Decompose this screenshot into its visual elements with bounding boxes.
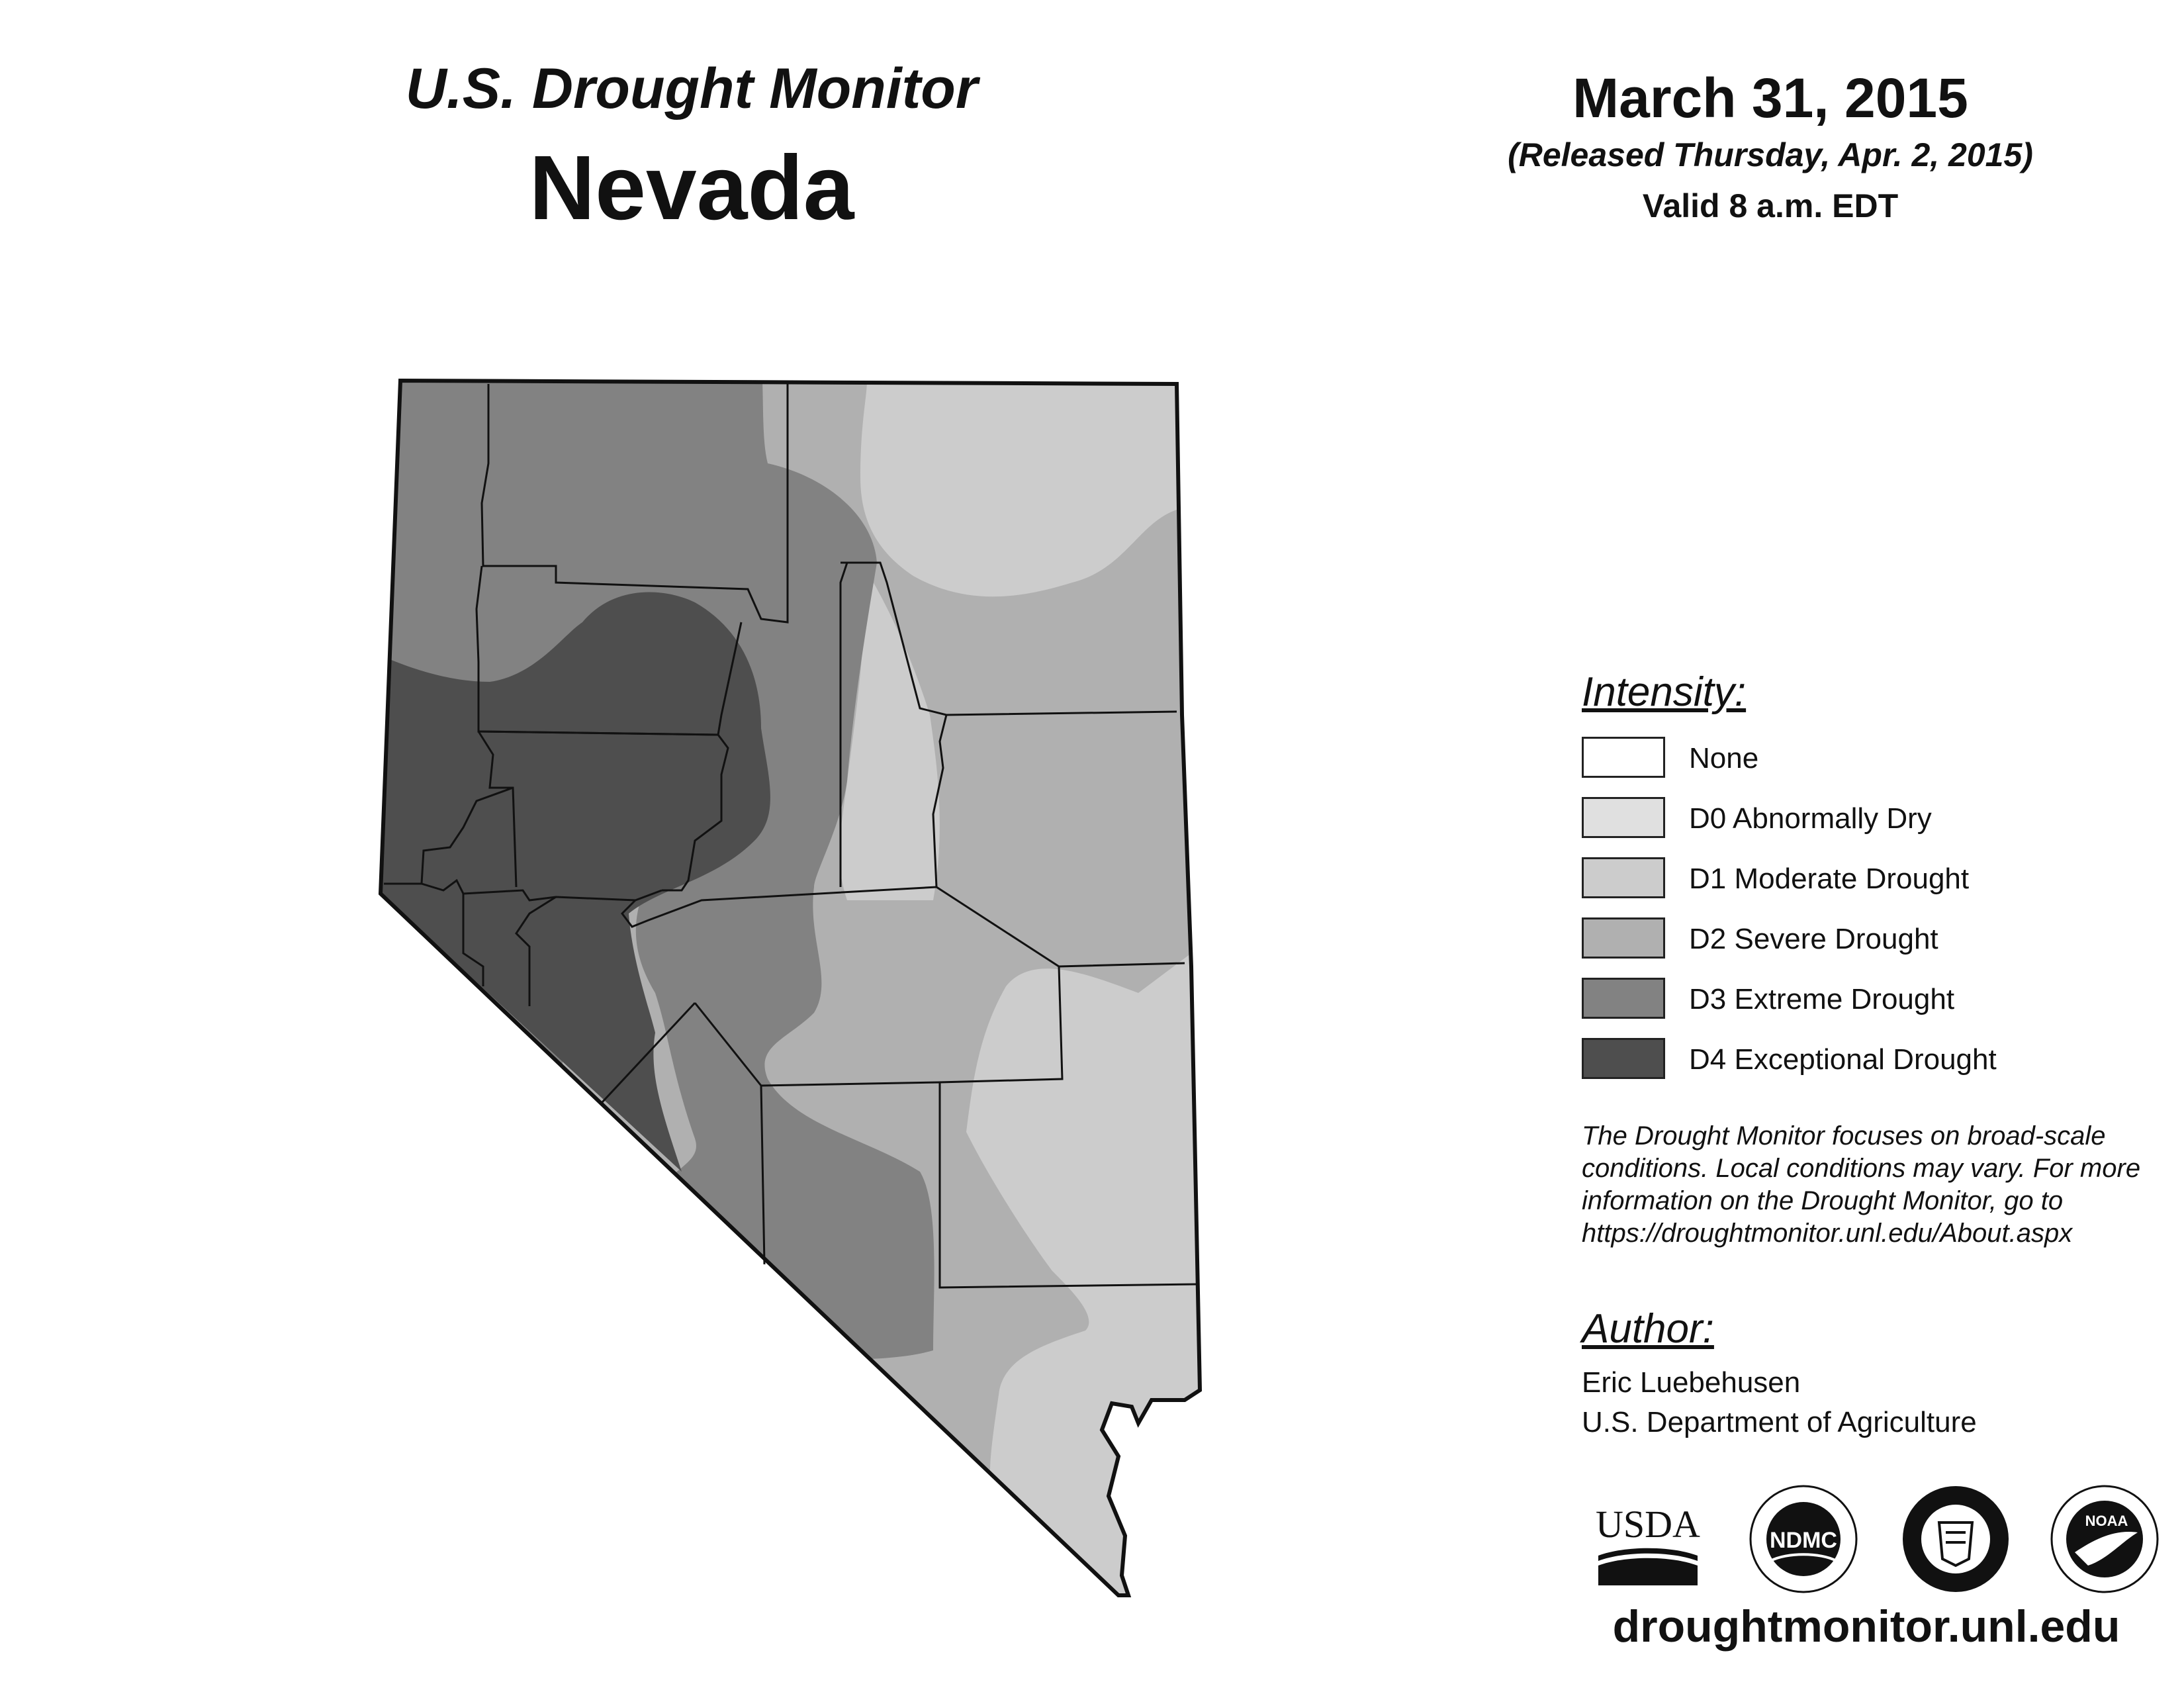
commerce-seal-logo — [1899, 1483, 2012, 1595]
release-date: (Released Thursday, Apr. 2, 2015) — [1508, 136, 2033, 173]
legend-swatch — [1582, 1038, 1665, 1079]
author-organization: U.S. Department of Agriculture — [1582, 1406, 1977, 1438]
svg-text:NDMC: NDMC — [1770, 1528, 1837, 1553]
noaa-logo — [2048, 1483, 2161, 1595]
legend-label: D4 Exceptional Drought — [1689, 1043, 1997, 1076]
legend-swatch — [1582, 917, 1665, 959]
legend-label: None — [1689, 742, 1759, 774]
legend-swatch — [1582, 797, 1665, 838]
map-date: March 31, 2015 — [1572, 67, 1968, 129]
map-series-title: U.S. Drought Monitor — [405, 57, 978, 120]
valid-time: Valid 8 a.m. EDT — [1642, 187, 1899, 224]
author-name: Eric Luebehusen — [1582, 1366, 1801, 1399]
ndmc-logo — [1747, 1483, 1860, 1595]
state-title: Nevada — [529, 137, 854, 239]
website-url[interactable]: droughtmonitor.unl.edu — [1612, 1601, 2120, 1652]
usda-logo — [1592, 1483, 1704, 1595]
legend-swatch — [1582, 978, 1665, 1019]
legend-swatch — [1582, 857, 1665, 898]
legend-swatch — [1582, 737, 1665, 778]
legend-title: Intensity: — [1582, 669, 1747, 715]
legend-label: D3 Extreme Drought — [1689, 983, 1955, 1015]
legend-label: D0 Abnormally Dry — [1689, 802, 1932, 835]
svg-text:NOAA: NOAA — [2085, 1513, 2128, 1529]
svg-text:USDA: USDA — [1596, 1503, 1700, 1546]
legend-label: D2 Severe Drought — [1689, 923, 1938, 955]
legend-label: D1 Moderate Drought — [1689, 863, 1970, 895]
disclaimer-note: The Drought Monitor focuses on broad-scale conditions. Local conditions may vary. For more information on the Drought Monitor, go to https://droughtmonitor.unl.edu/About.aspx — [1582, 1121, 2141, 1248]
author-heading: Author: — [1582, 1306, 1714, 1352]
